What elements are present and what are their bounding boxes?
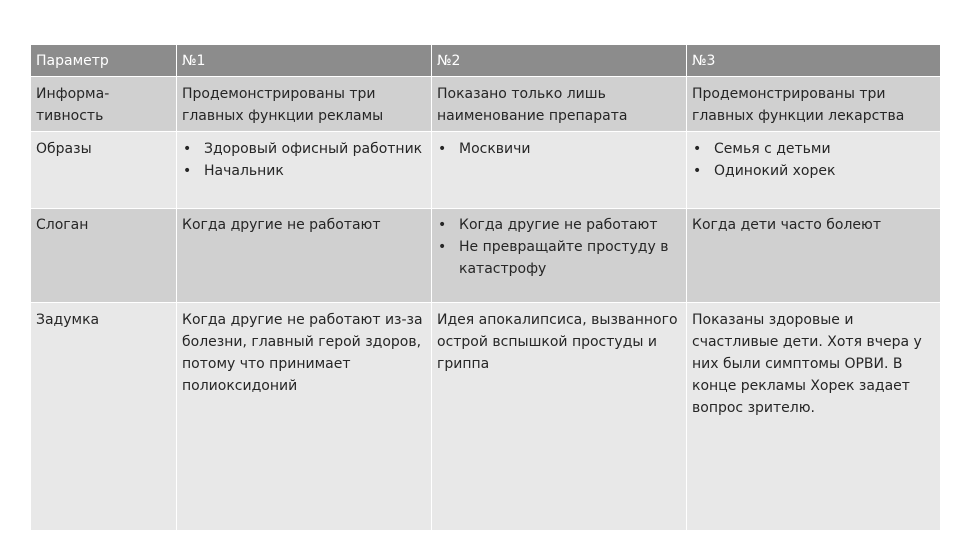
table-row xyxy=(31,303,941,531)
bullet-list xyxy=(692,138,934,182)
comparison-table xyxy=(30,44,941,531)
cell-informativeness-2: Показано только лишь наименование препарата xyxy=(432,77,687,132)
cell-images-3 xyxy=(687,132,941,209)
list-item: • Одинокий хорек xyxy=(692,160,934,182)
bullet-list xyxy=(182,138,425,182)
table-row xyxy=(31,209,941,303)
row-label-concept: Задумка xyxy=(31,303,177,531)
row-label-informativeness: Информа-тивность xyxy=(31,77,177,132)
table-body xyxy=(31,77,941,531)
row-label-images: Образы xyxy=(31,132,177,209)
cell-slogan-3: Когда дети часто болеют xyxy=(687,209,941,303)
row-label-slogan: Слоган xyxy=(31,209,177,303)
list-item: • Москвичи xyxy=(437,138,680,160)
cell-concept-2: Идея апокалипсиса, вызванного острой вспышкой простуды и гриппа xyxy=(432,303,687,531)
cell-slogan-2 xyxy=(432,209,687,303)
cell-images-1 xyxy=(177,132,432,209)
list-item: • Когда другие не работают xyxy=(437,214,680,236)
header-no1: №1 xyxy=(177,45,432,77)
cell-informativeness-1: Продемонстрированы три главных функции рекламы xyxy=(177,77,432,132)
cell-images-2 xyxy=(432,132,687,209)
list-item: • Начальник xyxy=(182,160,425,182)
table-row xyxy=(31,77,941,132)
cell-concept-1: Когда другие не работают из-за болезни, главный герой здоров, потому что принимает полиоксидоний xyxy=(177,303,432,531)
bullet-list xyxy=(437,138,680,160)
bullet-list xyxy=(437,214,680,280)
table-row xyxy=(31,132,941,209)
cell-concept-3: Показаны здоровые и счастливые дети. Хотя вчера у них были симптомы ОРВИ. В конце рекламы Хорек задает вопрос зрителю. xyxy=(687,303,941,531)
header-row xyxy=(31,45,941,77)
cell-slogan-1: Когда другие не работают xyxy=(177,209,432,303)
header-no2: №2 xyxy=(432,45,687,77)
list-item: • Здоровый офисный работник xyxy=(182,138,425,160)
table-header xyxy=(31,45,941,77)
header-no3: №3 xyxy=(687,45,941,77)
list-item: • Не превращайте простуду в катастрофу xyxy=(437,236,680,280)
cell-informativeness-3: Продемонстрированы три главных функции лекарства xyxy=(687,77,941,132)
list-item: • Семья с детьми xyxy=(692,138,934,160)
header-parameter: Параметр xyxy=(31,45,177,77)
